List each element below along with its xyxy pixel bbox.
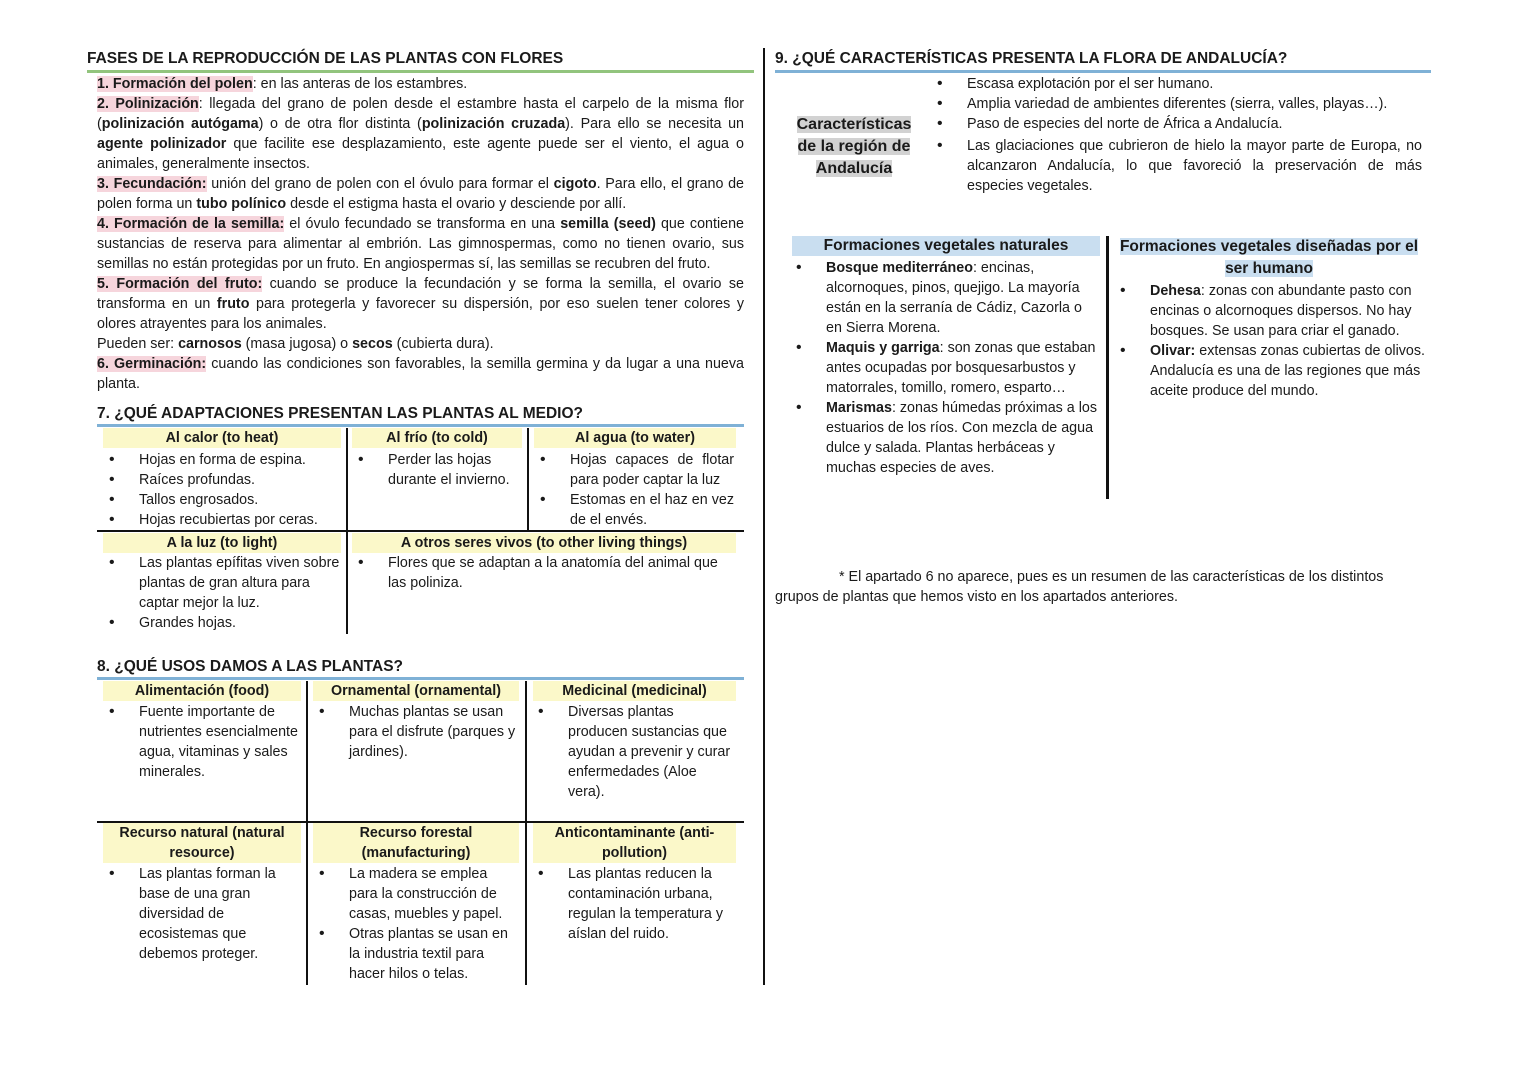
phases-title-rule: [87, 70, 754, 73]
others-header: A otros seres vivos (to other living things): [352, 533, 736, 553]
list-item: • Grandes hojas.: [105, 613, 341, 633]
cold-header: Al frío (to cold): [352, 428, 522, 448]
olive-term: Olivar:: [1150, 343, 1196, 359]
natural-resource-list: [105, 864, 301, 964]
ornamental-header: Ornamental (ornamental): [313, 681, 519, 701]
phase-5-heading: 5. Formación del fruto:: [97, 276, 263, 292]
list-item: [792, 398, 1099, 478]
list-item: [792, 338, 1099, 398]
list-item: [1116, 341, 1426, 401]
phase-6-heading: 6. Germinación:: [97, 356, 207, 372]
phase-4-text-a: el óvulo fecundado se transforma en una: [284, 216, 561, 232]
light-header: A la luz (to light): [103, 533, 341, 553]
list-item: • Las plantas forman la base de una gran diversidad de ecosistemas que debemos proteger.: [105, 864, 301, 964]
food-list: [105, 702, 301, 782]
table-divider: [346, 428, 348, 530]
phase-2: [97, 94, 744, 174]
adaptations-title: 7. ¿QUÉ ADAPTACIONES PRESENTAN LAS PLANTAS AL MEDIO?: [97, 405, 583, 422]
marsh-text: : zonas húmedas próximas a los estuarios de los ríos. Con mezcla de agua dulce y salada. Plantas herbáceas y muchas especies de aves.: [826, 400, 1097, 476]
food-header: Alimentación (food): [103, 681, 301, 701]
heat-header: Al calor (to heat): [103, 428, 341, 448]
cold-list: [354, 450, 524, 490]
uses-title-rule: [97, 677, 744, 680]
flora-characteristics-list: [933, 74, 1422, 196]
list-item: • Fuente importante de nutrientes esencialmente agua, vitaminas y sales minerales.: [105, 702, 301, 782]
phase-5-text-a: cuando se produce la fecundación y se forma la semilla, el ovario se transforma en un: [97, 276, 744, 312]
water-list: [536, 450, 734, 530]
table-divider: [525, 681, 527, 821]
phase-1: [97, 74, 744, 94]
phase-4: [97, 214, 744, 274]
table-divider: [525, 822, 527, 985]
marsh-term: Marismas: [826, 400, 892, 416]
table-divider: [306, 822, 308, 985]
phase-5-types-intro: Pueden ser:: [97, 336, 179, 352]
phase-2-term-b: polinización cruzada: [421, 116, 566, 132]
dehesa-text: : zonas con abundante pasto con encinas o alcornoques dispersos. No hay bosques. Se usan para criar el ganado.: [1150, 283, 1412, 339]
phase-3: [97, 174, 744, 214]
light-list: [105, 553, 341, 633]
list-item: • Amplia variedad de ambientes diferentes (sierra, valles, playas…).: [933, 94, 1422, 114]
phase-5-types-end: (cubierta dura).: [392, 336, 494, 352]
phase-5: [97, 274, 744, 334]
phase-5-text-b: para protegerla y favorecer su dispersión, por eso suelen tener colores y olores atrayentes para los animales.: [97, 296, 744, 332]
natural-resource-header: Recurso natural (natural resource): [103, 823, 301, 863]
natural-formations-header: Formaciones vegetales naturales: [792, 236, 1100, 256]
forest-term: Bosque mediterráneo: [826, 260, 973, 276]
table-divider: [306, 681, 308, 821]
adaptations-title-rule: [97, 424, 744, 427]
phase-2-heading: 2. Polinización: [97, 96, 199, 112]
natural-formations-list: [792, 258, 1099, 478]
list-item: • Hojas capaces de flotar para poder captar la luz: [536, 450, 734, 490]
list-item: • Tallos engrosados.: [105, 490, 343, 510]
phase-5-types-mid: (masa jugosa) o: [241, 336, 353, 352]
forest-resource-list: [315, 864, 519, 984]
flora-title-rule: [775, 70, 1431, 73]
phase-5-term: fruto: [216, 296, 250, 312]
list-item: • Flores que se adaptan a la anatomía del animal que las poliniza.: [354, 553, 738, 593]
dehesa-term: Dehesa: [1150, 283, 1201, 299]
list-item: [792, 258, 1099, 338]
phase-2-term-c: agente polinizador: [97, 136, 227, 152]
table-divider: [1106, 236, 1109, 499]
list-item: • Escasa explotación por el ser humano.: [933, 74, 1422, 94]
anti-pollution-header: Anticontaminante (anti-pollution): [533, 823, 736, 863]
footnote: * El apartado 6 no aparece, pues es un resumen de las características de los distintos grupos de plantas que hemos visto en los apartados anteriores.: [775, 569, 1384, 605]
list-item: • Perder las hojas durante el invierno.: [354, 450, 524, 490]
phase-3-term-b: tubo polínico: [196, 196, 287, 212]
fruit-type-dry: secos: [352, 336, 393, 352]
phase-3-term-a: cigoto: [553, 176, 597, 192]
phase-4-term: semilla (seed): [560, 216, 656, 232]
list-item: • Raíces profundas.: [105, 470, 343, 490]
list-item: • Otras plantas se usan en la industria textil para hacer hilos o telas.: [315, 924, 519, 984]
ornamental-list: [315, 702, 519, 762]
page-column-divider: [763, 48, 765, 985]
fruit-type-fleshy: carnosos: [178, 336, 242, 352]
phase-4-text-b: que contiene sustancias de reserva para alimentar al embrión. Las gimnospermas, como no tienen ovario, sus semillas no están protegidas por un fruto. En angiospermas sí, las semillas se recubren del fruto.: [97, 216, 744, 272]
maquis-term: Maquis y garriga: [826, 340, 940, 356]
list-item: • Estomas en el haz en vez de el envés.: [536, 490, 734, 530]
phase-2-text-c: ). Para ello se necesita un: [565, 116, 744, 132]
list-item: • Las plantas reducen la contaminación urbana, regulan la temperatura y aíslan del ruido.: [534, 864, 736, 944]
designed-formations-header: Formaciones vegetales diseñadas por el ser humano: [1119, 238, 1419, 277]
phases-text: [97, 74, 744, 394]
phase-3-text-a: unión del grano de polen con el óvulo para formar el: [206, 176, 554, 192]
phase-5-types: [97, 334, 744, 354]
table-divider: [346, 531, 348, 634]
phases-title: FASES DE LA REPRODUCCIÓN DE LAS PLANTAS CON FLORES: [87, 50, 564, 67]
phase-6: [97, 354, 744, 394]
phase-1-heading: 1. Formación del polen: [97, 76, 253, 92]
list-item: • La madera se emplea para la construcción de casas, muebles y papel.: [315, 864, 519, 924]
heat-list: [105, 450, 343, 530]
list-item: • Muchas plantas se usan para el disfrute (parques y jardines).: [315, 702, 519, 762]
anti-pollution-list: [534, 864, 736, 944]
phase-6-text: cuando las condiciones son favorables, la semilla germina y da lugar a una nueva planta.: [97, 356, 744, 392]
flora-title: 9. ¿QUÉ CARACTERÍSTICAS PRESENTA LA FLORA DE ANDALUCÍA?: [775, 50, 1288, 67]
phase-2-text-b: ) o de otra flor distinta (: [258, 116, 422, 132]
phase-3-text-c: desde el estigma hasta el ovario y desciende por allí.: [286, 196, 627, 212]
list-item: [1116, 281, 1426, 341]
phase-3-text-b: . Para ello, el grano de polen forma un: [97, 176, 744, 212]
table-divider: [527, 428, 529, 530]
flora-label: Características de la región de Andalucía: [796, 116, 912, 177]
water-header: Al agua (to water): [534, 428, 736, 448]
flora-label-box: [792, 114, 916, 180]
table-divider: [97, 530, 744, 532]
medicinal-header: Medicinal (medicinal): [533, 681, 736, 701]
list-item: • Las glaciaciones que cubrieron de hielo la mayor parte de Europa, no alcanzaron Andalucía, lo que favoreció la preservación de más especies vegetales.: [933, 136, 1422, 196]
others-list: [354, 553, 738, 593]
designed-formations-list: [1116, 281, 1426, 401]
phase-1-text: : en las anteras de los estambres.: [252, 76, 468, 92]
olive-text: extensas zonas cubiertas de olivos. Andalucía es una de las regiones que más aceite produce del mundo.: [1150, 343, 1425, 399]
list-item: • Hojas en forma de espina.: [105, 450, 343, 470]
maquis-text: : son zonas que estaban antes ocupadas por bosquesarbustos y matorrales, tomillo, romero, esparto…: [826, 340, 1096, 396]
designed-formations-header-box: [1116, 236, 1422, 280]
phase-2-text-d: que facilite ese desplazamiento, este agente puede ser el viento, el agua o animales, generalmente insectos.: [97, 136, 744, 172]
phase-3-heading: 3. Fecundación:: [97, 176, 207, 192]
uses-title: 8. ¿QUÉ USOS DAMOS A LAS PLANTAS?: [97, 658, 403, 675]
forest-text: : encinas, alcornoques, pinos, quejigo. La mayoría están en la serranía de Cádiz, Cazorla o en Sierra Morena.: [826, 260, 1082, 336]
phase-2-term-a: polinización autógama: [101, 116, 259, 132]
forest-resource-header: Recurso forestal (manufacturing): [313, 823, 519, 863]
phase-4-heading: 4. Formación de la semilla:: [97, 216, 285, 232]
list-item: • Diversas plantas producen sustancias que ayudan a prevenir y curar enfermedades (Aloe vera).: [534, 702, 736, 802]
list-item: • Paso de especies del norte de África a Andalucía.: [933, 114, 1422, 134]
list-item: • Hojas recubiertas por ceras.: [105, 510, 343, 530]
medicinal-list: [534, 702, 736, 802]
phase-2-text-a: : llegada del grano de polen desde el estambre hasta el carpelo de la misma flor (: [97, 96, 744, 132]
list-item: • Las plantas epífitas viven sobre plantas de gran altura para captar mejor la luz.: [105, 553, 341, 613]
